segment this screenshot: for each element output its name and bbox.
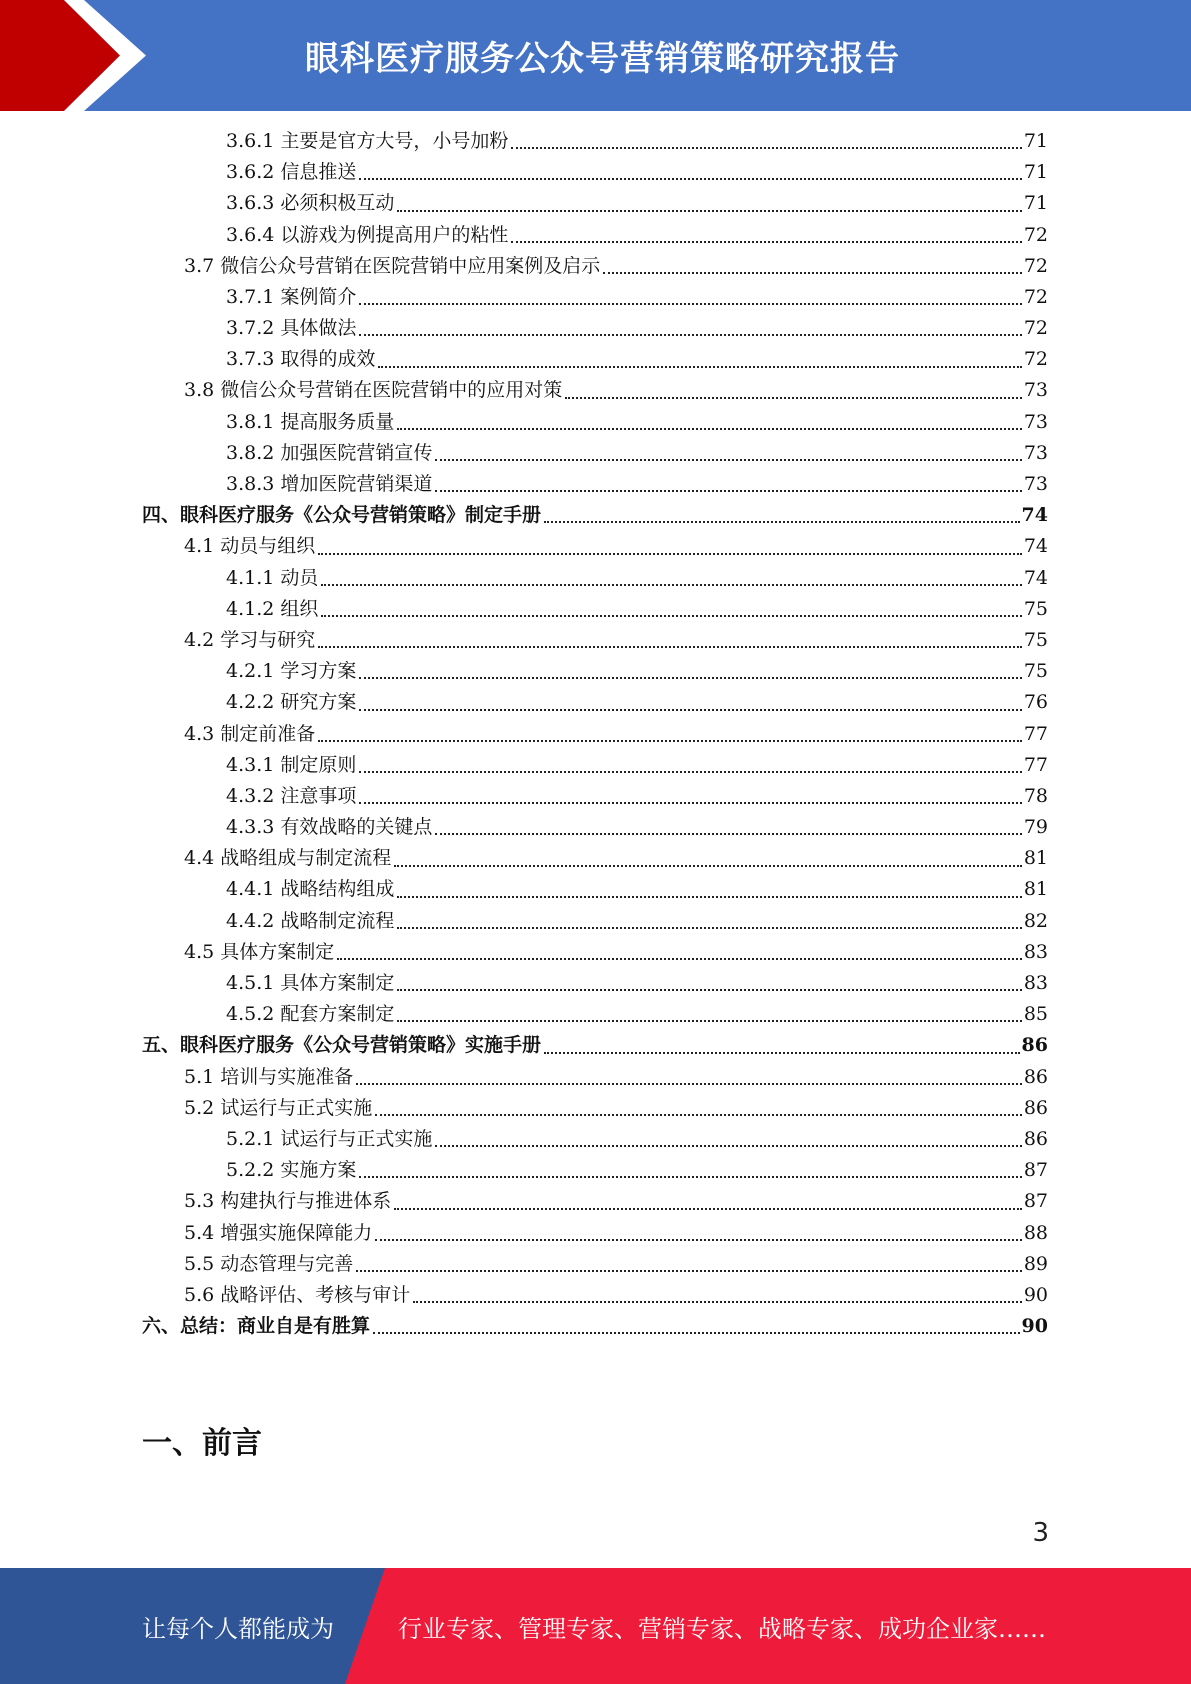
toc-entry-page: 75 xyxy=(1023,597,1048,620)
section-heading: 一、前言 xyxy=(142,1426,262,1461)
toc-dot-leader xyxy=(373,1331,1020,1334)
toc-entry-page: 75 xyxy=(1023,660,1048,683)
page-footer xyxy=(0,1568,1191,1684)
toc-entry-page: 85 xyxy=(1023,1003,1048,1026)
toc-entry-title: 4.4 战略组成与制定流程 xyxy=(184,847,392,870)
toc-entry-page: 77 xyxy=(1023,753,1048,776)
toc-entry-title: 4.4.2 战略制定流程 xyxy=(226,909,395,932)
toc-dot-leader xyxy=(321,614,1021,617)
page-number: 3 xyxy=(1032,1518,1049,1548)
toc-entry-page: 89 xyxy=(1023,1252,1048,1275)
toc-entry-title: 3.6.4 以游戏为例提高用户的粘性 xyxy=(226,223,509,246)
toc-entry-page: 74 xyxy=(1023,535,1048,558)
toc-dot-leader xyxy=(359,770,1021,773)
toc-entry-title: 3.8.1 提高服务质量 xyxy=(226,410,395,433)
toc-entry-page: 72 xyxy=(1023,317,1048,340)
toc-dot-leader xyxy=(378,365,1021,368)
toc-entry[interactable] xyxy=(142,999,1048,1030)
toc-entry-page: 79 xyxy=(1023,816,1048,839)
toc-entry[interactable] xyxy=(142,1155,1048,1186)
toc-entry-title: 4.1.2 组织 xyxy=(226,597,319,620)
toc-entry[interactable] xyxy=(142,906,1048,937)
toc-entry[interactable] xyxy=(142,1280,1048,1311)
toc-dot-leader xyxy=(435,1144,1021,1147)
toc-entry-title: 4.2.1 学习方案 xyxy=(226,660,357,683)
toc-dot-leader xyxy=(544,520,1020,523)
toc-entry[interactable] xyxy=(142,407,1048,438)
toc-entry-title: 5.5 动态管理与完善 xyxy=(184,1252,354,1275)
toc-entry-page: 73 xyxy=(1023,410,1048,433)
footer-slogan-right: 行业专家、管理专家、营销专家、战略专家、成功企业家…… xyxy=(398,1614,1046,1643)
toc-entry-page: 83 xyxy=(1023,940,1048,963)
toc-entry-page: 75 xyxy=(1023,628,1048,651)
toc-entry[interactable] xyxy=(142,687,1048,718)
toc-entry-page: 77 xyxy=(1023,722,1048,745)
toc-entry-page: 81 xyxy=(1023,878,1048,901)
toc-entry[interactable] xyxy=(142,781,1048,812)
toc-entry[interactable] xyxy=(142,126,1048,157)
toc-entry-page: 88 xyxy=(1023,1221,1048,1244)
toc-entry-page: 86 xyxy=(1023,1127,1048,1150)
toc-entry[interactable] xyxy=(142,469,1048,500)
toc-entry-title: 4.3.3 有效战略的关键点 xyxy=(226,816,433,839)
toc-entry[interactable] xyxy=(142,344,1048,375)
toc-entry-title: 3.7.2 具体做法 xyxy=(226,317,357,340)
toc-dot-leader xyxy=(375,1238,1022,1241)
toc-dot-leader xyxy=(359,333,1021,336)
toc-dot-leader xyxy=(435,832,1021,835)
toc-dot-leader xyxy=(359,302,1021,305)
toc-dot-leader xyxy=(375,1113,1022,1116)
header-title: 眼科医疗服务公众号营销策略研究报告 xyxy=(305,39,900,79)
toc-entry-title: 4.5 具体方案制定 xyxy=(184,940,335,963)
toc-entry-page: 71 xyxy=(1023,161,1048,184)
toc-entry-page: 81 xyxy=(1023,847,1048,870)
toc-entry-page: 72 xyxy=(1023,285,1048,308)
toc-entry-title: 4.1 动员与组织 xyxy=(184,535,316,558)
toc-entry-title: 4.5.1 具体方案制定 xyxy=(226,972,395,995)
toc-entry-title: 六、总结：商业自是有胜算 xyxy=(142,1315,371,1338)
toc-entry[interactable] xyxy=(142,1093,1048,1124)
toc-dot-leader xyxy=(435,458,1021,461)
toc-dot-leader xyxy=(397,988,1021,991)
toc-entry-title: 4.2 学习与研究 xyxy=(184,628,316,651)
toc-entry-page: 86 xyxy=(1023,1065,1048,1088)
toc-entry[interactable] xyxy=(142,1124,1048,1155)
toc-entry-title: 3.6.2 信息推送 xyxy=(226,161,357,184)
footer-slogan-left: 让每个人都能成为 xyxy=(142,1614,334,1643)
toc-entry-title: 4.2.2 研究方案 xyxy=(226,691,357,714)
toc-entry-title: 3.8 微信公众号营销在医院营销中的应用对策 xyxy=(184,379,563,402)
toc-dot-leader xyxy=(544,1051,1020,1054)
toc-entry[interactable] xyxy=(142,251,1048,282)
toc-entry[interactable] xyxy=(142,843,1048,874)
toc-entry-page: 82 xyxy=(1023,909,1048,932)
toc-entry-page: 74 xyxy=(1021,504,1048,527)
toc-entry-title: 5.2.1 试运行与正式实施 xyxy=(226,1127,433,1150)
toc-entry-page: 71 xyxy=(1023,129,1048,152)
toc-dot-leader xyxy=(359,676,1021,679)
toc-entry-page: 72 xyxy=(1023,223,1048,246)
toc-entry[interactable] xyxy=(142,500,1048,531)
toc-entry[interactable] xyxy=(142,750,1048,781)
toc-dot-leader xyxy=(356,1082,1022,1085)
toc-entry-title: 3.7.3 取得的成效 xyxy=(226,348,376,371)
toc-entry[interactable] xyxy=(142,1311,1048,1342)
toc-entry-page: 86 xyxy=(1023,1096,1048,1119)
toc-entry-title: 五、眼科医疗服务《公众号营销策略》实施手册 xyxy=(142,1034,542,1057)
toc-dot-leader xyxy=(397,895,1021,898)
toc-entry-title: 3.8.2 加强医院营销宣传 xyxy=(226,441,433,464)
toc-entry[interactable] xyxy=(142,656,1048,687)
page-header xyxy=(0,0,1191,111)
toc-entry-title: 3.6.3 必须积极互动 xyxy=(226,192,395,215)
toc-entry[interactable] xyxy=(142,875,1048,906)
toc-dot-leader xyxy=(318,645,1022,648)
toc-entry-page: 76 xyxy=(1023,691,1048,714)
toc-entry[interactable] xyxy=(142,1030,1048,1061)
toc-entry[interactable] xyxy=(142,968,1048,999)
toc-entry[interactable] xyxy=(142,376,1048,407)
toc-entry[interactable] xyxy=(142,1186,1048,1217)
toc-entry-page: 73 xyxy=(1023,379,1048,402)
toc-entry-title: 4.3 制定前准备 xyxy=(184,722,316,745)
toc-dot-leader xyxy=(413,1300,1022,1303)
toc-entry[interactable] xyxy=(142,188,1048,219)
toc-entry-page: 90 xyxy=(1023,1283,1048,1306)
toc-entry-title: 3.8.3 增加医院营销渠道 xyxy=(226,473,433,496)
toc-entry-page: 72 xyxy=(1023,348,1048,371)
toc-entry[interactable] xyxy=(142,719,1048,750)
toc-dot-leader xyxy=(511,146,1021,149)
toc-entry-title: 3.7 微信公众号营销在医院营销中应用案例及启示 xyxy=(184,254,601,277)
toc-entry-page: 73 xyxy=(1023,441,1048,464)
toc-entry[interactable] xyxy=(142,1218,1048,1249)
toc-entry-title: 5.2.2 实施方案 xyxy=(226,1159,357,1182)
toc-dot-leader xyxy=(565,396,1022,399)
toc-entry[interactable] xyxy=(142,531,1048,562)
toc-entry-title: 4.3.1 制定原则 xyxy=(226,753,357,776)
toc-entry[interactable] xyxy=(142,313,1048,344)
toc-entry-title: 4.1.1 动员 xyxy=(226,566,319,589)
toc-dot-leader xyxy=(359,1175,1021,1178)
toc-entry-title: 5.1 培训与实施准备 xyxy=(184,1065,354,1088)
toc-entry-page: 73 xyxy=(1023,473,1048,496)
toc-dot-leader xyxy=(394,1207,1022,1210)
toc-entry[interactable] xyxy=(142,563,1048,594)
toc-entry[interactable] xyxy=(142,220,1048,251)
toc-entry-title: 四、眼科医疗服务《公众号营销策略》制定手册 xyxy=(142,504,542,527)
toc-entry-page: 78 xyxy=(1023,784,1048,807)
toc-dot-leader xyxy=(318,552,1022,555)
toc-dot-leader xyxy=(435,489,1021,492)
toc-dot-leader xyxy=(397,209,1021,212)
toc-entry[interactable] xyxy=(142,594,1048,625)
toc-entry-page: 71 xyxy=(1023,192,1048,215)
toc-entry-title: 3.6.1 主要是官方大号，小号加粉 xyxy=(226,129,509,152)
toc-entry-title: 4.5.2 配套方案制定 xyxy=(226,1003,395,1026)
toc-entry-title: 4.3.2 注意事项 xyxy=(226,784,357,807)
toc-entry-title: 5.4 增强实施保障能力 xyxy=(184,1221,373,1244)
toc-entry-page: 86 xyxy=(1021,1034,1048,1057)
toc-entry-title: 3.7.1 案例简介 xyxy=(226,285,357,308)
toc-entry[interactable] xyxy=(142,438,1048,469)
toc-dot-leader xyxy=(397,427,1021,430)
toc-entry-page: 83 xyxy=(1023,972,1048,995)
toc-dot-leader xyxy=(337,957,1022,960)
toc-entry-title: 5.6 战略评估、考核与审计 xyxy=(184,1283,411,1306)
toc-dot-leader xyxy=(359,708,1021,711)
toc-entry-page: 87 xyxy=(1023,1190,1048,1213)
toc-entry[interactable] xyxy=(142,157,1048,188)
toc-entry-page: 87 xyxy=(1023,1159,1048,1182)
toc-dot-leader xyxy=(318,739,1022,742)
toc-entry[interactable] xyxy=(142,282,1048,313)
toc-entry-title: 5.2 试运行与正式实施 xyxy=(184,1096,373,1119)
toc-dot-leader xyxy=(321,583,1021,586)
toc-entry[interactable] xyxy=(142,812,1048,843)
toc-entry[interactable] xyxy=(142,1249,1048,1280)
toc-dot-leader xyxy=(397,1019,1021,1022)
toc-dot-leader xyxy=(394,864,1022,867)
toc-dot-leader xyxy=(359,801,1021,804)
toc-dot-leader xyxy=(603,271,1022,274)
toc-entry[interactable] xyxy=(142,937,1048,968)
toc-entry[interactable] xyxy=(142,625,1048,656)
toc-entry-page: 72 xyxy=(1023,254,1048,277)
toc-dot-leader xyxy=(511,240,1021,243)
toc-dot-leader xyxy=(356,1269,1022,1272)
toc-entry[interactable] xyxy=(142,1062,1048,1093)
toc-entry-title: 5.3 构建执行与推进体系 xyxy=(184,1190,392,1213)
toc-entry-title: 4.4.1 战略结构组成 xyxy=(226,878,395,901)
table-of-contents xyxy=(142,126,1048,1342)
toc-entry-page: 90 xyxy=(1021,1315,1048,1338)
toc-entry-page: 74 xyxy=(1023,566,1048,589)
toc-dot-leader xyxy=(397,926,1021,929)
toc-dot-leader xyxy=(359,177,1021,180)
